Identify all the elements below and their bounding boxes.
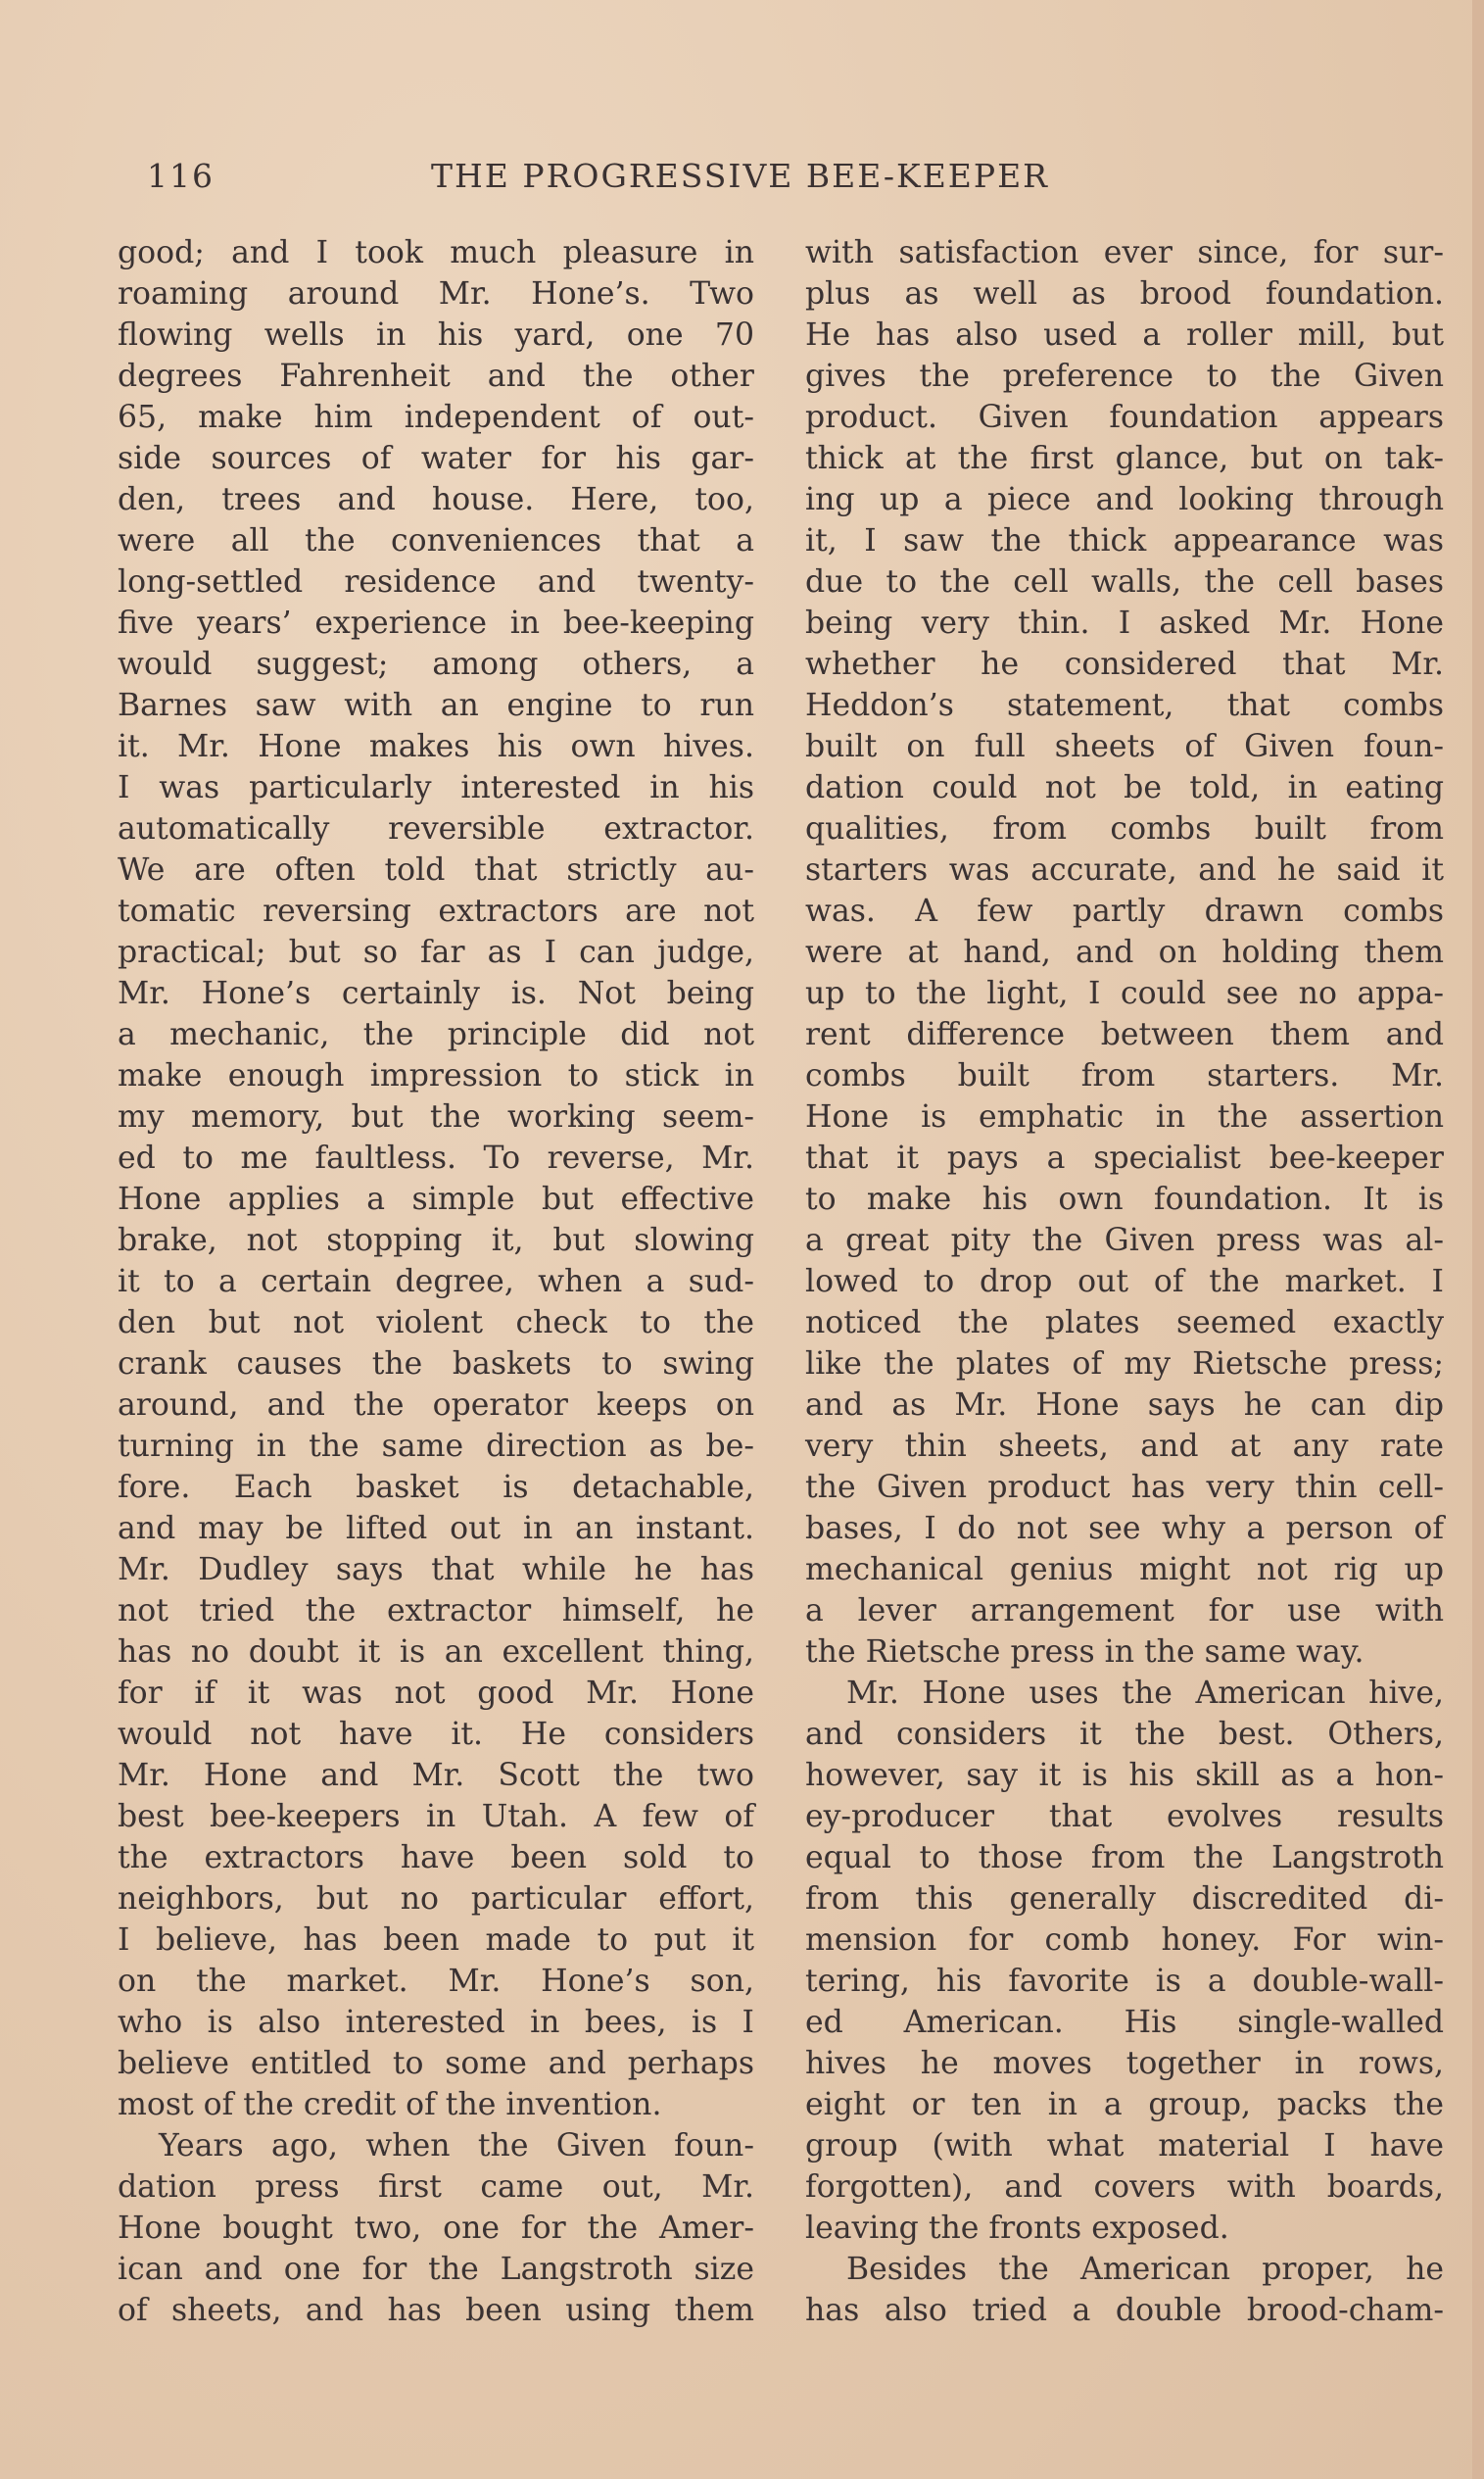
text-line: whether he considered that Mr.	[805, 647, 1444, 682]
text-line: Hone is emphatic in the assertion	[805, 1099, 1444, 1135]
text-line: that it pays a specialist bee-keeper	[805, 1141, 1444, 1176]
text-line: crank causes the baskets to swing	[118, 1346, 754, 1382]
text-line: the Rietsche press in the same way.	[805, 1634, 1364, 1670]
text-line: long-settled residence and twenty-	[118, 564, 754, 600]
text-line: eight or ten in a group, packs the	[805, 2087, 1444, 2122]
text-line: lowed to drop out of the market. I	[805, 1264, 1444, 1299]
text-line: plus as well as brood foundation.	[805, 276, 1444, 312]
text-line: automatically reversible extractor.	[118, 811, 754, 847]
right-text-column	[805, 232, 1444, 2331]
text-line: for if it was not good Mr. Hone	[118, 1676, 754, 1711]
text-line: and as Mr. Hone says he can dip	[805, 1387, 1444, 1423]
text-line: dation could not be told, in eating	[805, 770, 1444, 805]
text-line: very thin sheets, and at any rate	[805, 1429, 1444, 1464]
text-line: believe entitled to some and perhaps	[118, 2046, 754, 2081]
text-line: brake, not stopping it, but slowing	[118, 1223, 754, 1258]
text-line: up to the light, I could see no appa-	[805, 976, 1444, 1011]
text-line: fore. Each basket is detachable,	[118, 1470, 754, 1505]
text-line: has also tried a double brood-cham-	[805, 2293, 1444, 2328]
text-line: of sheets, and has been using them	[118, 2293, 754, 2328]
text-line: degrees Fahrenheit and the other	[118, 359, 754, 394]
text-line: mechanical genius might not rig up	[805, 1552, 1444, 1587]
text-line: flowing wells in his yard, one 70	[118, 317, 754, 353]
text-line: forgotten), and covers with boards,	[805, 2169, 1444, 2205]
text-line: Mr. Hone’s certainly is. Not being	[118, 976, 754, 1011]
text-line: ican and one for the Langstroth size	[118, 2252, 754, 2287]
page-edge	[1472, 0, 1484, 2479]
text-line: due to the cell walls, the cell bases	[805, 564, 1444, 600]
text-line: gives the preference to the Given	[805, 359, 1444, 394]
text-line: ed to me faultless. To reverse, Mr.	[118, 1141, 754, 1176]
text-line: around, and the operator keeps on	[118, 1387, 754, 1423]
text-line: tering, his favorite is a double-wall-	[805, 1964, 1444, 1999]
text-line: dation press first came out, Mr.	[118, 2169, 754, 2205]
text-line: five years’ experience in bee-keeping	[118, 606, 754, 641]
text-line: We are often told that strictly au-	[118, 852, 754, 888]
text-line: would suggest; among others, a	[118, 647, 754, 682]
text-line: combs built from starters. Mr.	[805, 1058, 1444, 1094]
text-line: qualities, from combs built from	[805, 811, 1444, 847]
text-line: it, I saw the thick appearance was	[805, 523, 1444, 559]
page-number: 116	[147, 157, 215, 195]
text-line: product. Given foundation appears	[805, 400, 1444, 435]
text-line: hives he moves together in rows,	[805, 2046, 1444, 2081]
text-line: being very thin. I asked Mr. Hone	[805, 606, 1444, 641]
text-line: has no doubt it is an excellent thing,	[118, 1634, 754, 1670]
text-line: the Given product has very thin cell-	[805, 1470, 1444, 1505]
text-line: like the plates of my Rietsche press;	[805, 1346, 1444, 1382]
text-line: roaming around Mr. Hone’s. Two	[118, 276, 754, 312]
text-line: best bee-keepers in Utah. A few of	[118, 1799, 754, 1834]
text-line: who is also interested in bees, is I	[118, 2005, 754, 2040]
text-line: it to a certain degree, when a sud-	[118, 1264, 754, 1299]
text-line: was. A few partly drawn combs	[805, 894, 1444, 929]
text-line: Hone bought two, one for the Amer-	[118, 2211, 754, 2246]
text-line: a lever arrangement for use with	[805, 1593, 1444, 1628]
text-line: Barnes saw with an engine to run	[118, 688, 754, 723]
text-line: mension for comb honey. For win-	[805, 1922, 1444, 1958]
text-line: bases, I do not see why a person of	[805, 1511, 1444, 1546]
text-line: turning in the same direction as be-	[118, 1429, 754, 1464]
text-line: Mr. Hone and Mr. Scott the two	[118, 1758, 754, 1793]
left-text-column	[118, 232, 754, 2331]
text-line: noticed the plates seemed exactly	[805, 1305, 1444, 1340]
text-line: Mr. Dudley says that while he has	[118, 1552, 754, 1587]
text-line: however, say it is his skill as a hon-	[805, 1758, 1444, 1793]
text-line: Besides the American proper, he	[846, 2252, 1444, 2287]
text-line: ey-producer that evolves results	[805, 1799, 1444, 1834]
text-line: He has also used a roller mill, but	[805, 317, 1444, 353]
text-line: the extractors have been sold to	[118, 1840, 754, 1875]
text-line: good; and I took much pleasure in	[118, 235, 754, 270]
text-line: group (with what material I have	[805, 2128, 1444, 2163]
text-line: side sources of water for his gar-	[118, 441, 754, 476]
text-line: most of the credit of the invention.	[118, 2087, 662, 2122]
text-line: and may be lifted out in an instant.	[118, 1511, 754, 1546]
text-line: Mr. Hone uses the American hive,	[846, 1676, 1444, 1711]
text-line: practical; but so far as I can judge,	[118, 935, 754, 970]
text-line: den, trees and house. Here, too,	[118, 482, 754, 517]
text-line: neighbors, but no particular effort,	[118, 1881, 754, 1917]
text-line: rent difference between them and	[805, 1017, 1444, 1052]
text-line: were at hand, and on holding them	[805, 935, 1444, 970]
text-line: to make his own foundation. It is	[805, 1182, 1444, 1217]
text-line: it. Mr. Hone makes his own hives.	[118, 729, 754, 764]
text-line: make enough impression to stick in	[118, 1058, 754, 1094]
text-line: would not have it. He considers	[118, 1717, 754, 1752]
text-line: thick at the first glance, but on tak-	[805, 441, 1444, 476]
text-line: leaving the fronts exposed.	[805, 2211, 1229, 2246]
page-header	[147, 157, 1126, 206]
text-line: built on full sheets of Given foun-	[805, 729, 1444, 764]
text-line: I believe, has been made to put it	[118, 1922, 754, 1958]
text-line: and considers it the best. Others,	[805, 1717, 1444, 1752]
text-line: den but not violent check to the	[118, 1305, 754, 1340]
text-line: Hone applies a simple but effective	[118, 1182, 754, 1217]
text-line: ing up a piece and looking through	[805, 482, 1444, 517]
text-line: a mechanic, the principle did not	[118, 1017, 754, 1052]
text-line: Years ago, when the Given foun-	[159, 2128, 754, 2163]
text-line: ed American. His single-walled	[805, 2005, 1444, 2040]
text-line: a great pity the Given press was al-	[805, 1223, 1444, 1258]
text-line: were all the conveniences that a	[118, 523, 754, 559]
text-line: Heddon’s statement, that combs	[805, 688, 1444, 723]
text-line: equal to those from the Langstroth	[805, 1840, 1444, 1875]
text-line: 65, make him independent of out-	[118, 400, 754, 435]
text-line: on the market. Mr. Hone’s son,	[118, 1964, 754, 1999]
text-line: with satisfaction ever since, for sur-	[805, 235, 1444, 270]
text-line: from this generally discredited di-	[805, 1881, 1444, 1917]
text-line: starters was accurate, and he said it	[805, 852, 1444, 888]
text-line: I was particularly interested in his	[118, 770, 754, 805]
running-title: THE PROGRESSIVE BEE-KEEPER	[431, 157, 1050, 195]
text-line: not tried the extractor himself, he	[118, 1593, 754, 1628]
text-line: tomatic reversing extractors are not	[118, 894, 754, 929]
text-line: my memory, but the working seem-	[118, 1099, 754, 1135]
